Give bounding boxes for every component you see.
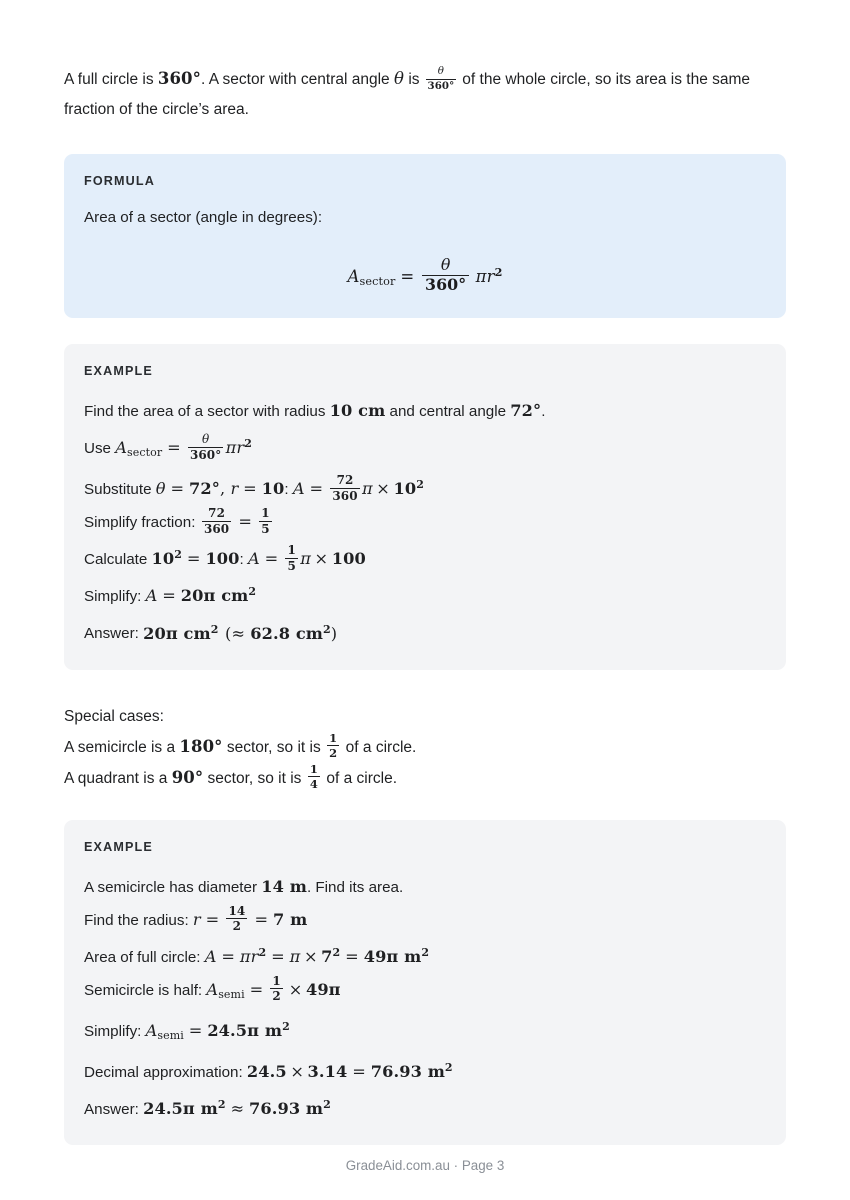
fraction-denominator: 360 (202, 521, 232, 536)
equals-sign: = (271, 946, 285, 966)
example-1-step-substitute (84, 470, 766, 505)
half-value: 49π (305, 979, 341, 999)
pi-r-exponent: 2 (258, 945, 267, 959)
pi-r-term: πr (239, 946, 259, 966)
area-base: 7 (321, 946, 333, 966)
calculate-exponent: 2 (174, 548, 183, 562)
intro-full-circle-degrees: 360° (157, 69, 201, 88)
fraction-denominator: 360° (427, 79, 455, 92)
calculate-product: 100 (331, 549, 366, 569)
example-2-label: EXAMPLE (84, 839, 153, 854)
times-sign: × (288, 979, 303, 999)
pi-symbol: π (361, 479, 373, 499)
area-exponent: 2 (332, 945, 341, 959)
colon-separator: : (239, 551, 248, 569)
simplify-exponent: 2 (282, 1020, 290, 1034)
substitute-theta-value: 72° (189, 479, 220, 499)
example-2-step-find-radius (84, 905, 766, 936)
equals-sign: = (249, 979, 264, 999)
example-1-step-simplify (84, 577, 766, 612)
quadrant-angle: 90° (171, 767, 204, 787)
equals-sign: = (221, 946, 236, 966)
example-2-step-area-full-circle (84, 938, 766, 973)
equals-sign: = (309, 479, 324, 499)
fraction-numerator: θ (437, 65, 445, 77)
decimal-b: 3.14 (307, 1062, 348, 1082)
times-sign: × (376, 479, 390, 499)
prompt-part2: and central angle (385, 403, 511, 420)
substitute-exponent: 2 (416, 478, 425, 492)
prompt-part2: . Find its area. (306, 878, 404, 896)
step-pi-r-exponent: 2 (244, 437, 252, 450)
calculate-value: 100 (205, 549, 240, 569)
step-label: Simplify: (84, 588, 146, 606)
equals-sign: = (345, 946, 359, 966)
answer-exponent: 2 (217, 1098, 226, 1112)
example-1-step-use-formula (84, 429, 766, 468)
formula-box-caption: Area of a sector (angle in degrees): (84, 209, 323, 226)
step-pi-r-term: πr (225, 438, 245, 458)
simplify-A-symbol: A (145, 586, 158, 606)
intro-theta-over-360-fraction (426, 67, 457, 92)
pi-symbol: π (300, 549, 311, 569)
decimal-a: 24.5 (246, 1062, 287, 1082)
intro-paragraph (64, 64, 786, 125)
special-cases-heading: Special cases: (64, 707, 164, 725)
equals-sign: = (243, 479, 257, 499)
formula-lhs-subscript: sector (359, 274, 396, 288)
area-A-symbol: A (204, 946, 217, 966)
formula-pi-r-exponent: 2 (494, 264, 503, 279)
decimal-result-exponent: 2 (444, 1061, 453, 1075)
example-2-prompt (84, 872, 766, 903)
equals-sign: = (170, 479, 185, 499)
intro-text-part2: . A sector with central angle (200, 71, 394, 88)
simplify-fraction-right (259, 507, 272, 535)
answer-approx-value: 76.93 m (249, 1099, 324, 1119)
answer-approx-exponent: 2 (323, 1098, 331, 1112)
step-label: Semicircle is half: (84, 981, 207, 999)
semi-A-symbol: A (206, 979, 219, 999)
prompt-radius-value: 10 cm (329, 401, 386, 420)
formula-equals-sign: = (400, 266, 415, 286)
special-cases-section (64, 702, 786, 794)
area-result: 49π m (363, 946, 422, 966)
line-part1: A semicircle is a (64, 738, 180, 756)
substitute-r-value: 10 (261, 479, 285, 499)
substitute-fraction (330, 474, 360, 502)
answer-value: 20π cm (143, 623, 211, 643)
example-1-label: EXAMPLE (84, 364, 153, 378)
example-1-step-answer (84, 614, 766, 649)
step-label: Calculate (84, 551, 152, 569)
simplify-A-symbol: A (145, 1021, 158, 1041)
step-label: Answer: (84, 625, 144, 643)
answer-exponent: 2 (210, 622, 219, 636)
example-1-prompt (84, 396, 766, 427)
fraction-numerator: 1 (261, 506, 270, 521)
prompt-diameter-value: 14 m (261, 876, 307, 896)
step-label: Decimal approximation: (84, 1064, 247, 1082)
fraction-denominator: 360° (188, 447, 224, 462)
intro-theta-symbol: θ (393, 69, 405, 88)
fraction-numerator: 1 (287, 543, 296, 558)
fraction-denominator: 4 (308, 776, 320, 790)
fraction-denominator: 360° (422, 275, 469, 294)
times-sign: × (290, 1062, 304, 1082)
fraction-numerator: θ (201, 431, 210, 446)
semi-subscript: semi (218, 988, 245, 1002)
simplify-value: 20π cm (180, 586, 249, 606)
fraction-numerator: 72 (336, 472, 354, 487)
sector-area-formula (84, 257, 766, 294)
fraction-numerator: 1 (272, 973, 281, 988)
step-subscript: sector (127, 446, 163, 460)
example-2-step-simplify (84, 1012, 766, 1051)
quadrant-fraction (308, 763, 320, 790)
substitute-r-symbol: r (230, 479, 239, 499)
fraction-denominator: 360 (330, 488, 360, 503)
equals-sign: = (352, 1062, 366, 1082)
radius-value: 7 m (273, 909, 308, 929)
formula-lhs-symbol: A (347, 266, 360, 286)
fraction-denominator: 5 (259, 521, 272, 536)
step-label: Use (84, 440, 116, 458)
prompt-angle-value: 72° (510, 401, 542, 420)
equals-sign: = (264, 549, 279, 569)
colon-separator: : (284, 481, 293, 499)
answer-approx-exponent: 2 (323, 622, 331, 636)
radius-symbol: r (192, 909, 201, 929)
equals-sign: = (238, 512, 253, 532)
line-part3: of a circle. (322, 769, 398, 787)
line-part2: sector, so it is (203, 769, 306, 787)
intro-text-part4: of the whole circle, so its area is the same fraction of the circle’s area. (64, 71, 751, 118)
semicircle-fraction (327, 732, 339, 759)
equals-sign: = (254, 909, 269, 929)
equals-sign: = (162, 586, 176, 606)
decimal-result: 76.93 m (370, 1062, 445, 1082)
area-result-exponent: 2 (421, 945, 430, 959)
line-part2: sector, so it is (222, 738, 326, 756)
fraction-numerator: 1 (329, 730, 338, 745)
equals-sign: = (186, 549, 201, 569)
example-2-step-semicircle-half (84, 975, 766, 1010)
answer-approx-value: 62.8 cm (250, 623, 324, 643)
answer-approx-close: ) (330, 623, 338, 643)
formula-pi-r-term: πr (475, 266, 495, 286)
formula-box-label: FORMULA (84, 174, 156, 188)
fraction-denominator: 2 (327, 745, 339, 759)
page-footer: GradeAid.com.au · Page 3 (345, 1158, 505, 1173)
times-sign: × (314, 549, 329, 569)
formula-theta-over-360-fraction (422, 257, 469, 294)
fraction-denominator: 2 (226, 918, 247, 933)
equals-sign: = (205, 909, 220, 929)
prompt-part1: A semicircle has diameter (84, 878, 262, 896)
example-2-box (64, 820, 786, 1146)
fraction-numerator: 1 (309, 761, 318, 776)
substitute-base: 10 (393, 479, 417, 499)
fraction-numerator: 14 (228, 903, 246, 918)
calculate-base: 10 (151, 549, 175, 569)
pi-symbol: π (289, 946, 301, 966)
example-1-step-simplify-fraction (84, 507, 766, 538)
step-label: Answer: (84, 1101, 144, 1119)
formula-callout-box (64, 154, 786, 318)
radius-fraction (226, 905, 247, 933)
prompt-part3: . (541, 403, 546, 420)
example-1-box (64, 344, 786, 670)
substitute-theta-symbol: θ (155, 479, 166, 499)
step-symbol-A: A (115, 438, 128, 458)
answer-approx-open: (≈ (224, 623, 251, 643)
equals-sign: = (188, 1021, 203, 1041)
semicircle-angle: 180° (179, 736, 223, 756)
example-2-step-decimal-approximation (84, 1053, 766, 1088)
line-part1: A quadrant is a (64, 769, 172, 787)
substitute-A-symbol: A (292, 479, 305, 499)
fraction-numerator: θ (440, 255, 451, 274)
special-case-semicircle (64, 732, 786, 763)
intro-text-part3: is (404, 71, 424, 88)
fraction-denominator: 5 (285, 558, 298, 573)
simplify-exponent: 2 (248, 585, 257, 599)
half-fraction (270, 975, 283, 1003)
fraction-numerator: 72 (208, 506, 226, 521)
step-label: Area of full circle: (84, 948, 205, 966)
simplify-value: 24.5π m (207, 1021, 283, 1041)
calculate-A-symbol: A (247, 549, 260, 569)
step-label: Simplify: (84, 1023, 146, 1041)
example-2-step-answer (84, 1090, 766, 1125)
step-label: Substitute (84, 481, 156, 499)
comma-separator: , (219, 479, 231, 499)
simplify-subscript: semi (157, 1029, 184, 1043)
step-equals-sign: = (167, 438, 181, 458)
intro-text-part1: A full circle is (64, 71, 158, 88)
example-1-step-calculate (84, 540, 766, 575)
prompt-part1: Find the area of a sector with radius (84, 403, 330, 420)
line-part3: of a circle. (341, 738, 417, 756)
fraction-denominator: 2 (270, 988, 283, 1003)
special-case-quadrant (64, 763, 786, 794)
step-fraction (188, 433, 224, 461)
simplify-fraction-left (202, 507, 232, 535)
answer-value: 24.5π m (143, 1099, 218, 1119)
approx-sign: ≈ (230, 1099, 245, 1119)
step-label: Simplify fraction: (84, 514, 200, 532)
step-label: Find the radius: (84, 911, 193, 929)
calculate-fraction (285, 544, 298, 572)
times-sign: × (303, 946, 318, 966)
